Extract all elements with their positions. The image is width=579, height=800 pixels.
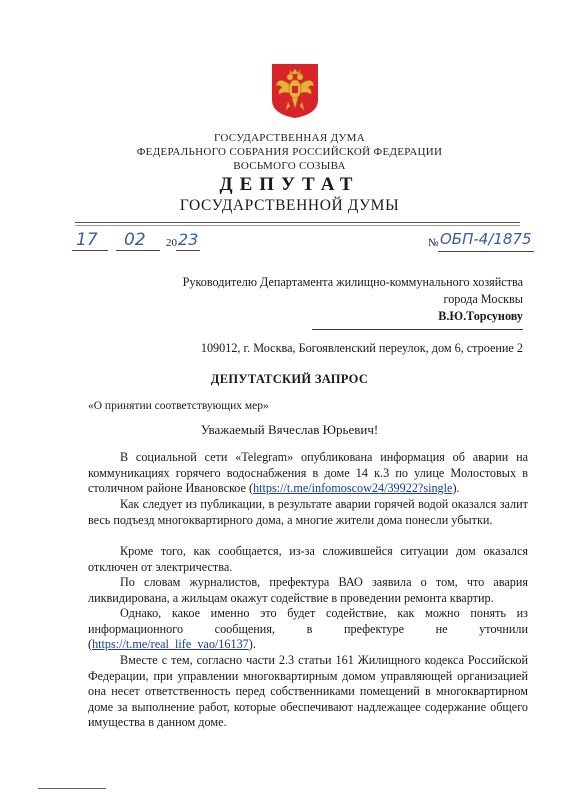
greeting: Уважаемый Вячеслав Юрьевич! — [200, 422, 379, 437]
date-year-suffix: 23 — [178, 230, 199, 249]
paragraph-5 — [88, 606, 528, 653]
document-subject: «О принятии соответствующих мер» — [88, 400, 269, 412]
reg-number-sign: № — [428, 237, 439, 249]
paragraph-4: По словам журналистов, префектура ВАО заявила о том, что авария ликвидирована, а жильцам окажут содействие в проведении ремонта квартир. — [88, 575, 528, 605]
paragraph-6: Вместе с тем, согласно части 2.3 статьи 161 Жилищного кодекса Российской Федерации, при управлении многоквартирным домом управляющей организацией она несет ответственность перед собственниками помещений в многоквартирном доме за выполнение работ, которые обеспечивают надлежащее содержание общего имущества в данном доме. — [88, 653, 528, 730]
date-field — [72, 228, 242, 254]
paragraph-2: Как следует из публикации, в результате аварии горячей водой оказался залит весь подъезд многоквартирного дома, а многие жители дома понесли убытки. — [88, 497, 528, 527]
telegram-link-real-life-vao[interactable]: https://t.me/real_life_vao/16137 — [92, 637, 249, 652]
paragraph-5-text: Однако, какое именно это будет содействие, как можно понять из информационного сообщения, в префектуре не уточнили ( — [88, 606, 528, 652]
registration-number — [428, 230, 538, 254]
state-emblem-icon — [270, 62, 320, 120]
addressee-city: города Москвы — [443, 292, 523, 306]
paragraph-1 — [88, 450, 528, 497]
addressee-position: Руководителю Департамента жилищно-коммунального хозяйства — [182, 275, 523, 289]
document-title: ДЕПУТАТСКИЙ ЗАПРОС — [210, 372, 369, 386]
header-duma-line: ГОСУДАРСТВЕННАЯ ДУМА — [214, 132, 365, 144]
paragraph-1-end: ). — [452, 481, 460, 496]
header-divider — [75, 222, 520, 223]
telegram-link-infomoscow[interactable]: https://t.me/infomoscow24/39922?single — [253, 481, 453, 496]
paragraph-5-end: ). — [248, 637, 256, 652]
date-month: 02 — [124, 230, 146, 250]
reg-number-value: ОБП-4/1875 — [440, 230, 532, 248]
header-assembly-line: ФЕДЕРАЛЬНОГО СОБРАНИЯ РОССИЙСКОЙ ФЕДЕРАЦИИ — [136, 146, 443, 158]
header-duma-title: ГОСУДАРСТВЕННОЙ ДУМЫ — [179, 197, 400, 214]
addressee-name: В.Ю.Торсунову — [438, 309, 523, 323]
addressee-address: 109012, г. Москва, Богоявленский переулок, дом 6, строение 2 — [200, 341, 523, 355]
date-year-prefix: 20 — [166, 237, 177, 249]
paragraph-3: Кроме того, как сообщается, из-за сложившейся ситуации дом оказался отключен от электричества. — [88, 544, 528, 574]
header-convocation-line: ВОСЬМОГО СОЗЫВА — [233, 160, 346, 172]
header-divider-secondary — [75, 225, 520, 226]
header-deputy-title: ДЕПУТАТ — [219, 174, 360, 195]
footer-rule — [38, 788, 106, 789]
paragraph-1-text: В социальной сети «Telegram» опубликована информация об аварии на коммуникациях горячего водоснабжения в доме 14 к.3 по улице Молостовых в столичном районе Ивановское ( — [88, 450, 528, 496]
addressee-divider — [312, 329, 523, 330]
date-day: 17 — [76, 230, 98, 250]
